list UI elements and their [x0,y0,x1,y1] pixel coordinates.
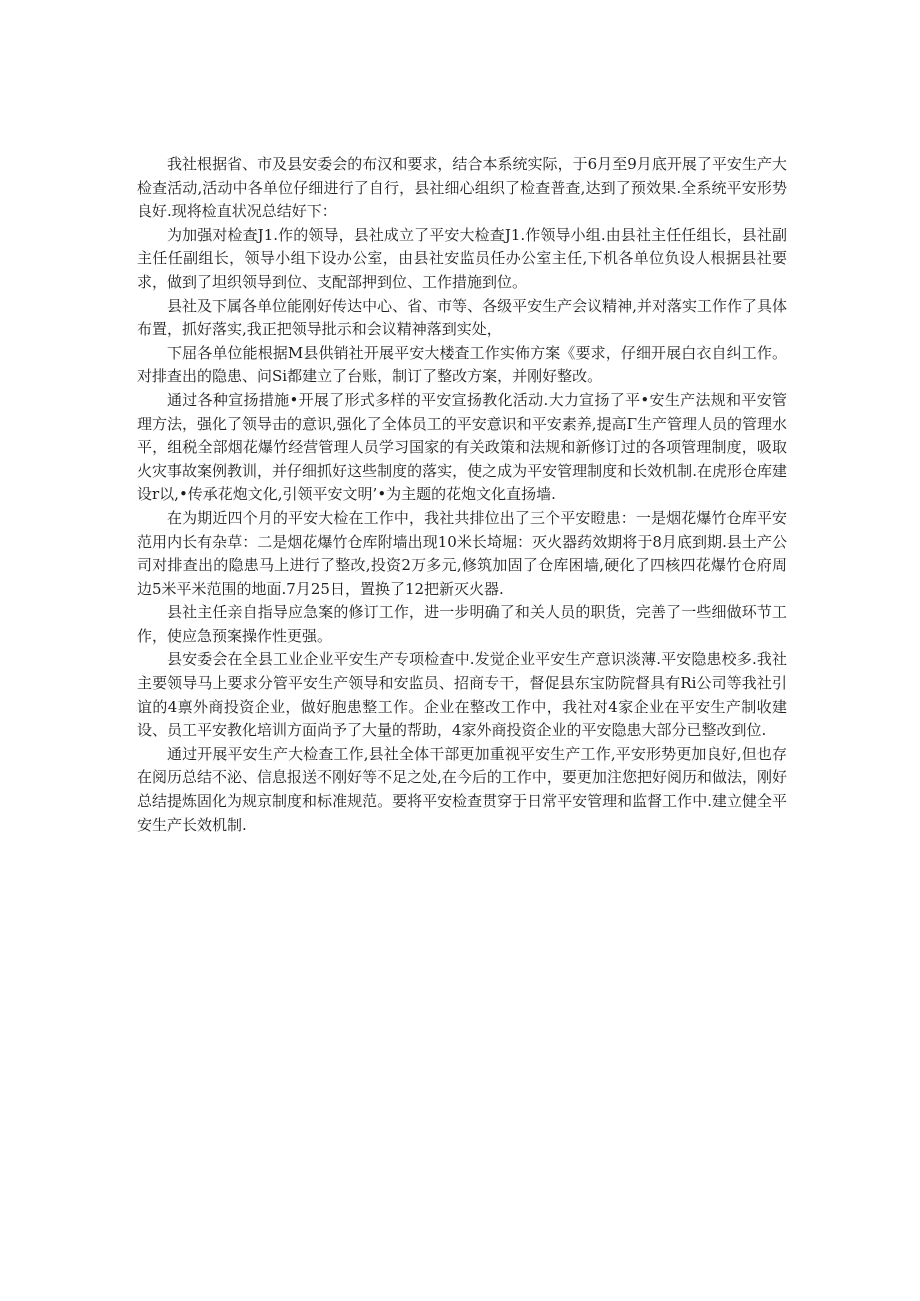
paragraph-conclusion: 通过开展平安生产大检查工作,县社全体干部更加重视平安生产工作,平安形势更加良好,但也存在阅历总结不泌、信息报送不刚好等不足之处,在今后的工作中，要更加注您把好阅历和做法，刚好总结提炼固化为规京制度和标准规范。要将平安检查贯穿于日常平安管理和监督工作中.建立健全平安生产长效机制. [137,744,787,834]
paragraph-hazards: 在为期近四个月的平安大检在工作中，我社共排位出了三个平安瞪患：一是烟花爆竹仓库平安范用内长有杂草：二是烟花爆竹仓库附墙出现10米长埼堀：灭火器药效期将于8月底到期.县土产公司对排查出的隐患马上进行了整改,投资2万多元,修筑加固了仓库困墙,硬化了四核四花爆竹仓府周边5米平米范围的地面.7月25日，置换了12把新灭火器. [137,508,787,598]
paragraph-emergency-plan: 县社主任亲自指导应急案的修订工作，进一步明确了和关人员的职货，完善了一些细做环节工作，使应急预案操作性更强。 [137,603,787,645]
paragraph-self-inspection: 下屈各单位能根据M县供销社开展平安大楼査工作实佈方案《要求，仔细开展白衣自纠工作。对排查出的隐患、问Si都建立了台账，制订了整改方案，并刚好整改。 [137,343,787,386]
paragraph-intro: 我社根据省、市及县安委会的布汉和要求，结合本系统实际，于6月至9月底开展了平安生产大检查活动,活动中各单位仔细进行了自行，县社细心组织了检查普查,达到了预效果.全系统平安形势良好.现将检直状况总结好下： [137,155,787,221]
document-body [137,153,787,837]
paragraph-meeting-spirit: 县社及下属各单位能刚好传达中心、省、市等、各级平安生产会议精神,并对落实工作作了具体布置，抓好落实,我正把领导批示和会议精神落到实处， [137,296,787,339]
paragraph-publicity: 通过各种宣扬措施•开展了形式多样的平安宣扬教化活动.大力宣扬了平•安生产法规和平安管理方法，强化了领导击的意识,强化了全体员工的平安意识和平安素养,提高Γ生产管理人员的管理水平，组税全部烟花爆竹经营管理人员学习国家的有关政策和法规和新修订过的各项管理制度，吸取火灾事故案例教训，并仔细抓好这些制度的落实，使之成为平安管理制度和长效机制.在虎形仓库建设r以,•传承花炮文化,引领平安文明’•为主题的花炮文化直扬墙. [137,390,787,504]
paragraph-leadership: 为加强对检查J1.作的领导，县社成立了平安大检查J1.作领导小组.由县社主任任组长，县社副主任任副组长，领导小组下设办公室，由县社安监员任办公室主任,下机各单位负设人根据县社要求，做到了坦织领导到位、支配部押到位、工作措施到位。 [137,225,787,291]
paragraph-enterprise-inspection: 县安委会在全县工业企业平安生产专项检查中.发觉企业平安生产意识淡薄.平安隐患校多.我社主要领导马上要求分管平安生产领导和安监员、招商专干，督促县东宝防院督具有Ri公司等我社引谊的4禀外商投资企业，做好胞患整工作。企业在整改工作中，我社对4家企业在平安生产制收建设、员工平安教化培训方面尚予了大量的帮助，4家外商投资企业的平安隐患大部分已整改到位. [137,650,787,740]
